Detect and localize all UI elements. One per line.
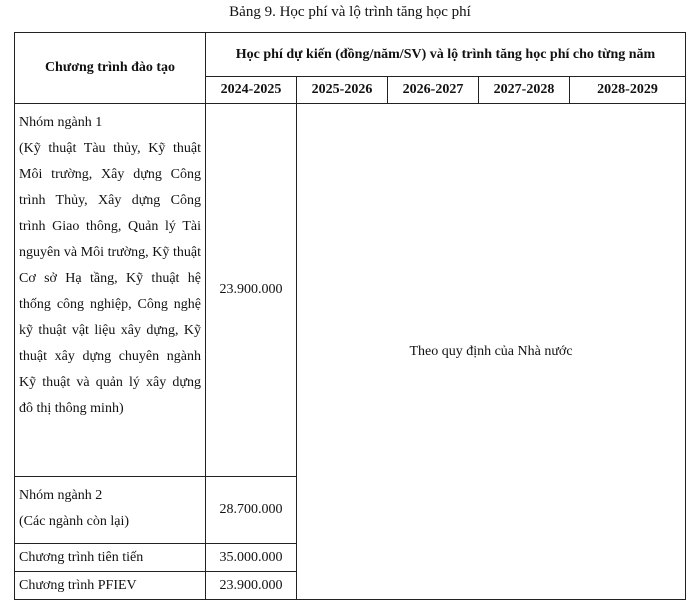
program-title: Nhóm ngành 1 [19, 115, 103, 130]
fee-cell: 23.900.000 [206, 572, 297, 600]
table-row [15, 104, 686, 477]
program-title: Chương trình tiên tiến [15, 544, 206, 572]
program-detail: (Các ngành còn lại) [19, 514, 130, 529]
program-detail: (Kỹ thuật Tàu thủy, Kỹ thuật Môi trường, Xây dựng Công trình Thủy, Xây dựng Công trình Giao thông, Quản lý Tài nguyên và Môi trường, Kỹ thuật Cơ sở Hạ tầng, Kỹ thuật hệ thống công nghiệp, Công nghệ kỹ thuật vật liệu xây dựng, Kỹ thuật xây dựng chuyên ngành Kỹ thuật và quản lý xây dựng đô thị thông minh) [19, 141, 201, 416]
program-header: Chương trình đào tạo [15, 33, 206, 104]
program-cell [15, 477, 206, 544]
fee-cell: 28.700.000 [206, 477, 297, 544]
program-cell [15, 104, 206, 477]
program-title: Chương trình PFIEV [15, 572, 206, 600]
year-header: 2024-2025 [206, 77, 297, 104]
table-caption: Bảng 9. Học phí và lộ trình tăng học phí [229, 4, 471, 20]
fee-group-header: Học phí dự kiến (đồng/năm/SV) và lộ trình tăng học phí cho từng năm [206, 33, 686, 77]
year-header: 2028-2029 [570, 77, 686, 104]
merged-note-cell: Theo quy định của Nhà nước [297, 104, 686, 600]
program-title: Nhóm ngành 2 [19, 488, 103, 503]
year-header: 2026-2027 [388, 77, 479, 104]
year-header: 2027-2028 [479, 77, 570, 104]
year-header: 2025-2026 [297, 77, 388, 104]
fee-cell: 23.900.000 [206, 104, 297, 477]
fee-cell: 35.000.000 [206, 544, 297, 572]
tuition-table [14, 32, 686, 600]
